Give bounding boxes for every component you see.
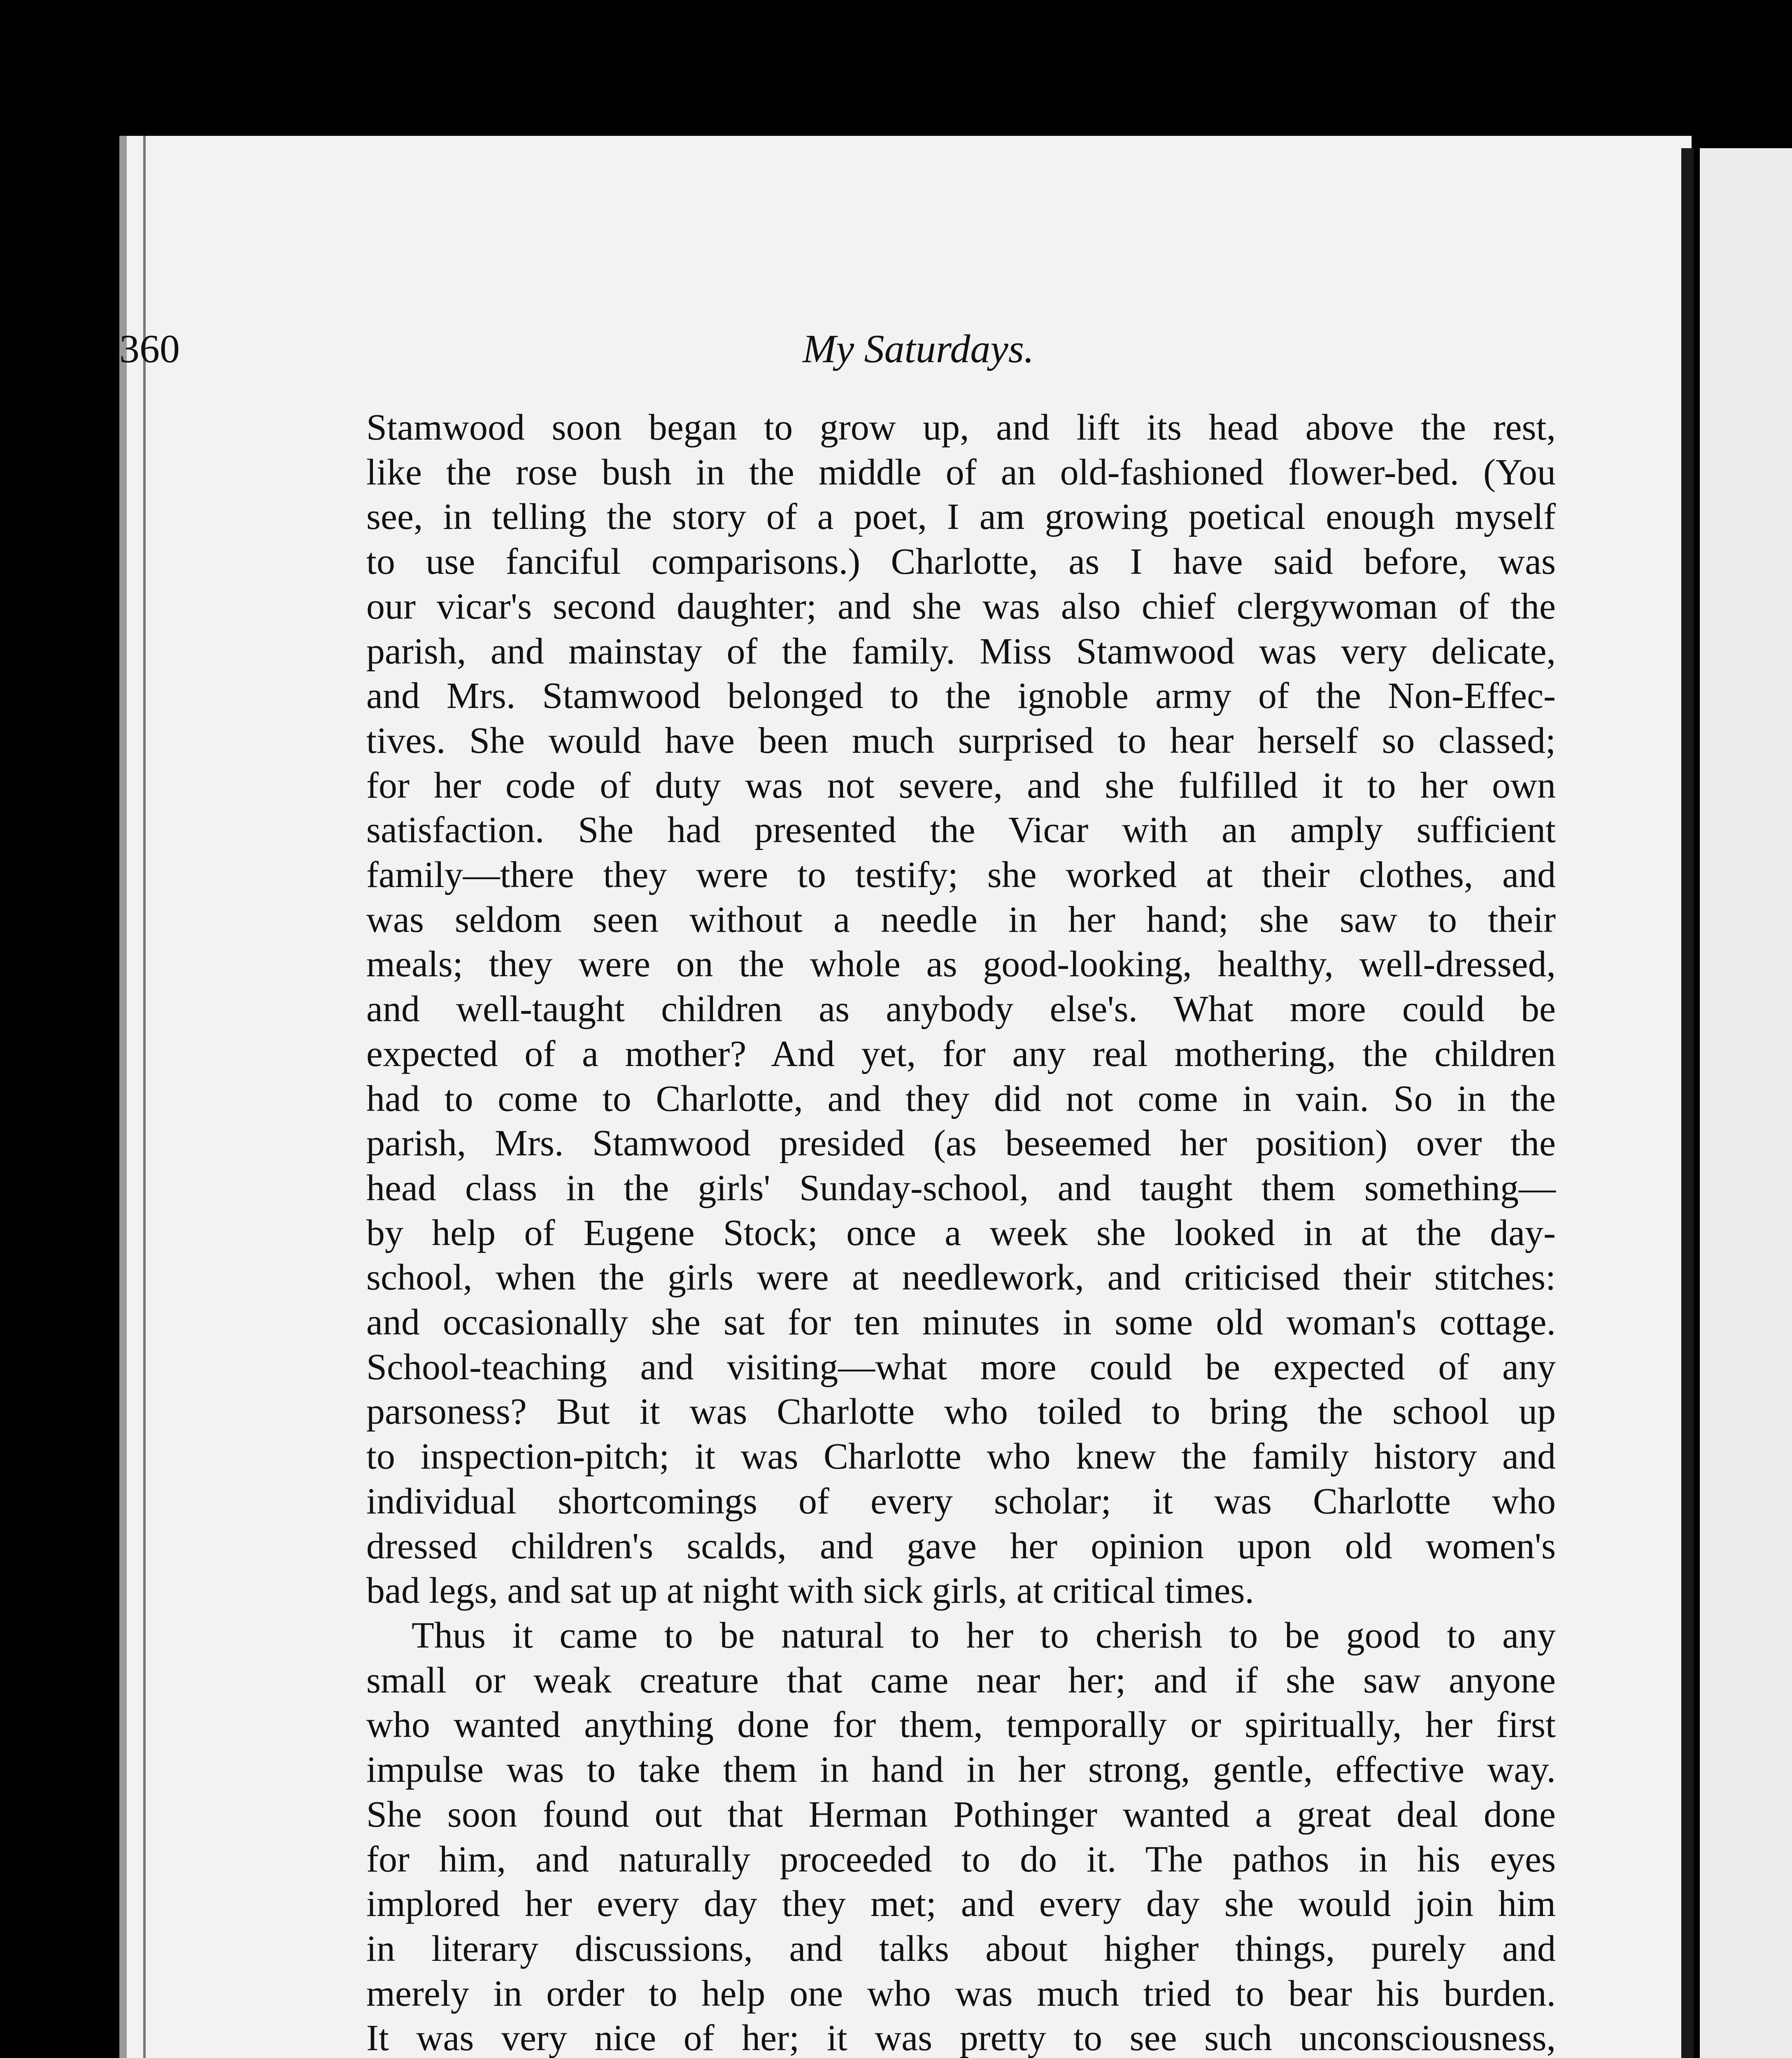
text-line: She soon found out that Herman Pothinger wanted a great deal done [366, 1794, 1556, 1835]
text-line: was seldom seen without a needle in her hand; she saw to their [366, 899, 1556, 940]
text-line: Thus it came to be natural to her to cherish to be good to any [412, 1615, 1556, 1656]
paragraph-2 [366, 1613, 1556, 2058]
text-line: for him, and naturally proceeded to do it. The pathos in his eyes [366, 1839, 1556, 1880]
text-line: who wanted anything done for them, temporally or spiritually, her first [366, 1704, 1556, 1746]
text-line: by help of Eugene Stock; once a week she looked in at the day- [366, 1212, 1556, 1253]
text-line: individual shortcomings of every scholar; it was Charlotte who [366, 1481, 1556, 1522]
adjacent-page-edge [1700, 148, 1792, 2058]
text-line: impulse was to take them in hand in her strong, gentle, effective way. [366, 1749, 1556, 1790]
text-line: in literary discussions, and talks about higher things, purely and [366, 1928, 1556, 1969]
text-line: tives. She would have been much surprised to hear herself so classed; [366, 720, 1556, 761]
text-line: head class in the girls' Sunday-school, and taught them something— [366, 1167, 1556, 1208]
text-line: parsoness? But it was Charlotte who toiled to bring the school up [366, 1391, 1556, 1432]
text-line: Stamwood soon began to grow up, and lift its head above the rest, [366, 407, 1556, 448]
text-line: and occasionally she sat for ten minutes in some old woman's cottage. [366, 1302, 1556, 1343]
text-line: expected of a mother? And yet, for any real mothering, the children [366, 1033, 1556, 1074]
text-line: implored her every day they met; and every day she would join him [366, 1883, 1556, 1925]
text-line: meals; they were on the whole as good-looking, healthy, well-dressed, [366, 944, 1556, 985]
text-line: school, when the girls were at needlework, and criticised their stitches: [366, 1257, 1556, 1298]
page-spine-shadow [1681, 148, 1694, 2058]
page-number: 360 [119, 327, 180, 371]
text-line: to inspection-pitch; it was Charlotte who knew the family history and [366, 1436, 1556, 1477]
text-line: It was very nice of her; it was pretty to see such unconsciousness, [366, 2018, 1556, 2058]
text-line: like the rose bush in the middle of an old-fashioned flower-bed. (You [366, 452, 1556, 493]
text-line: bad legs, and sat up at night with sick girls, at critical times. [366, 1570, 1254, 1611]
page-edge-rule [143, 136, 146, 2058]
text-line: and Mrs. Stamwood belonged to the ignoble army of the Non-Effec- [366, 675, 1556, 717]
text-line: to use fanciful comparisons.) Charlotte, as I have said before, was [366, 541, 1556, 582]
text-line: dressed children's scalds, and gave her opinion upon old women's [366, 1525, 1556, 1567]
running-title: My Saturdays. [803, 327, 1034, 371]
text-line: parish, and mainstay of the family. Miss Stamwood was very delicate, [366, 631, 1556, 672]
text-line: small or weak creature that came near her; and if she saw anyone [366, 1660, 1556, 1701]
text-line: parish, Mrs. Stamwood presided (as beseemed her position) over the [366, 1123, 1556, 1164]
text-line: for her code of duty was not severe, and she fulfilled it to her own [366, 765, 1556, 806]
text-line: and well-taught children as anybody else's. What more could be [366, 989, 1556, 1030]
text-line: our vicar's second daughter; and she was also chief clergywoman of the [366, 586, 1556, 627]
text-line: family—there they were to testify; she worked at their clothes, and [366, 854, 1556, 896]
text-line: see, in telling the story of a poet, I am growing poetical enough myself [366, 496, 1556, 538]
text-line: School-teaching and visiting—what more could be expected of any [366, 1346, 1556, 1388]
body-text [366, 405, 1556, 2058]
text-line: merely in order to help one who was much tried to bear his burden. [366, 1973, 1556, 2014]
text-line: had to come to Charlotte, and they did not come in vain. So in the [366, 1078, 1556, 1119]
text-line: satisfaction. She had presented the Vicar with an amply sufficient [366, 810, 1556, 851]
paragraph-1 [366, 405, 1556, 1613]
